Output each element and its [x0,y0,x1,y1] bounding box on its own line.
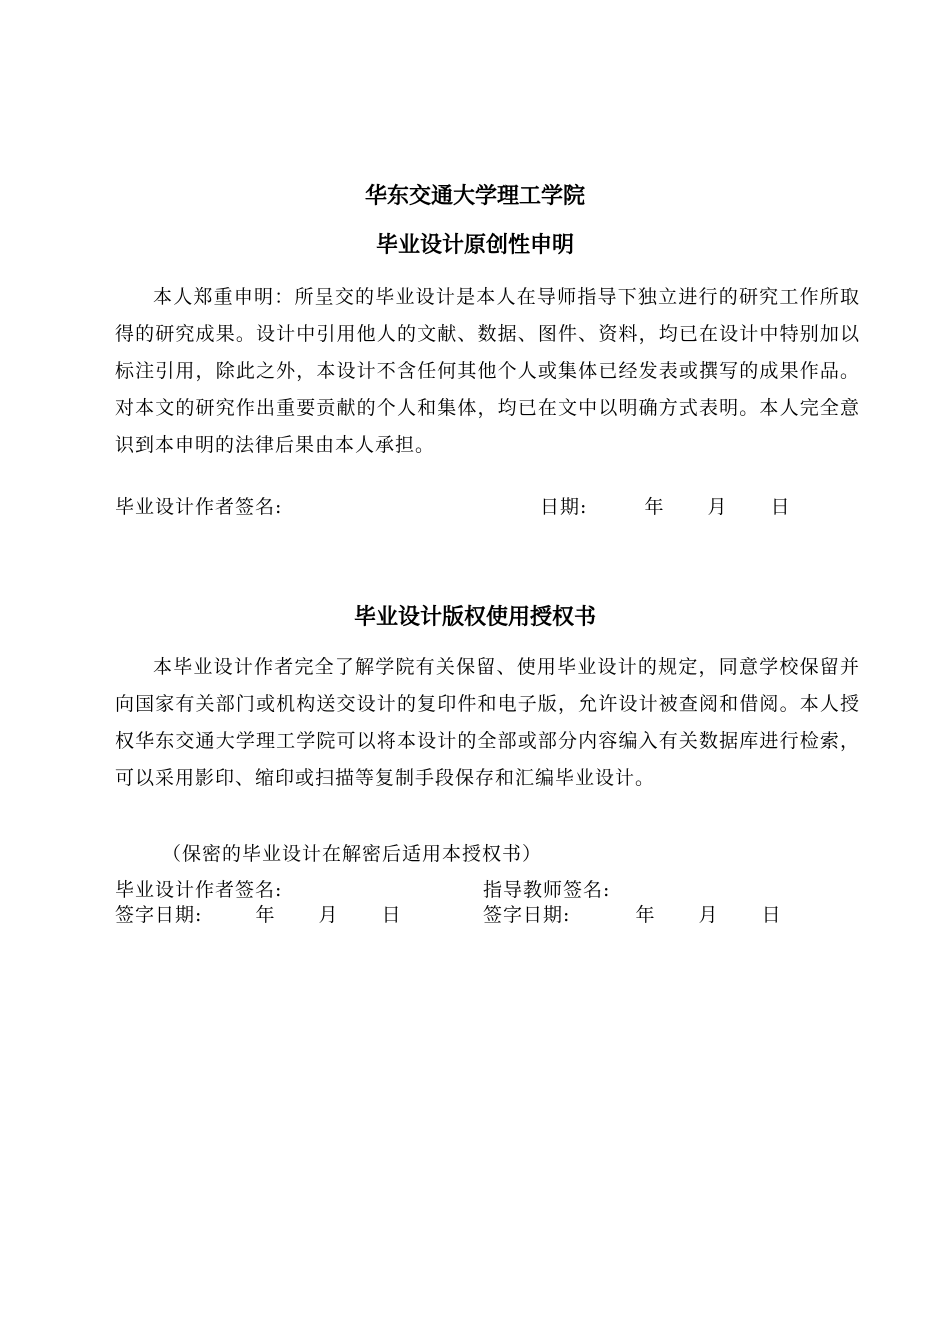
sign-year-right: 年 [635,904,656,926]
sign-date-label-left: 签字日期: [115,904,203,926]
school-title: 华东交通大学理工学院 [364,184,585,209]
sign-month-right: 月 [698,904,719,926]
declaration-date-row [540,495,791,519]
authorization-advisor-sign-label: 指导教师签名: [483,879,611,901]
sign-year-left: 年 [255,904,276,926]
authorization-sign-date-right [483,903,782,927]
declaration-title: 毕业设计原创性申明 [375,233,574,258]
authorization-sign-date-left [115,903,402,927]
declaration-month-label: 月 [707,496,728,518]
declaration-day-label: 日 [770,496,791,518]
declaration-date-label: 日期: [540,496,588,518]
sign-date-label-right: 签字日期: [483,904,571,926]
declaration-author-sign-label: 毕业设计作者签名: [115,496,283,518]
sign-day-left: 日 [381,904,402,926]
authorization-body: 本毕业设计作者完全了解学院有关保留、使用毕业设计的规定，同意学校保留并向国家有关部门或机构送交设计的复印件和电子版，允许设计被查阅和借阅。本人授权华东交通大学理工学院可以将本设计的全部或部分内容编入有关数据库进行检索，可以采用影印、缩印或扫描等复制手段保存和汇编毕业设计。 [115,656,860,789]
sign-day-right: 日 [761,904,782,926]
declaration-body: 本人郑重申明：所呈交的毕业设计是本人在导师指导下独立进行的研究工作所取得的研究成果。设计中引用他人的文献、数据、图件、资料，均已在设计中特别加以标注引用，除此之外，本设计不含任何其他个人或集体已经发表或撰写的成果作品。对本文的研究作出重要贡献的个人和集体，均已在文中以明确方式表明。本人完全意识到本申明的法律后果由本人承担。 [115,286,860,456]
authorization-note: （保密的毕业设计在解密后适用本授权书） [162,843,543,865]
authorization-title: 毕业设计版权使用授权书 [353,605,596,630]
authorization-author-sign-label: 毕业设计作者签名: [115,879,283,901]
declaration-year-label: 年 [644,496,665,518]
sign-month-left: 月 [318,904,339,926]
